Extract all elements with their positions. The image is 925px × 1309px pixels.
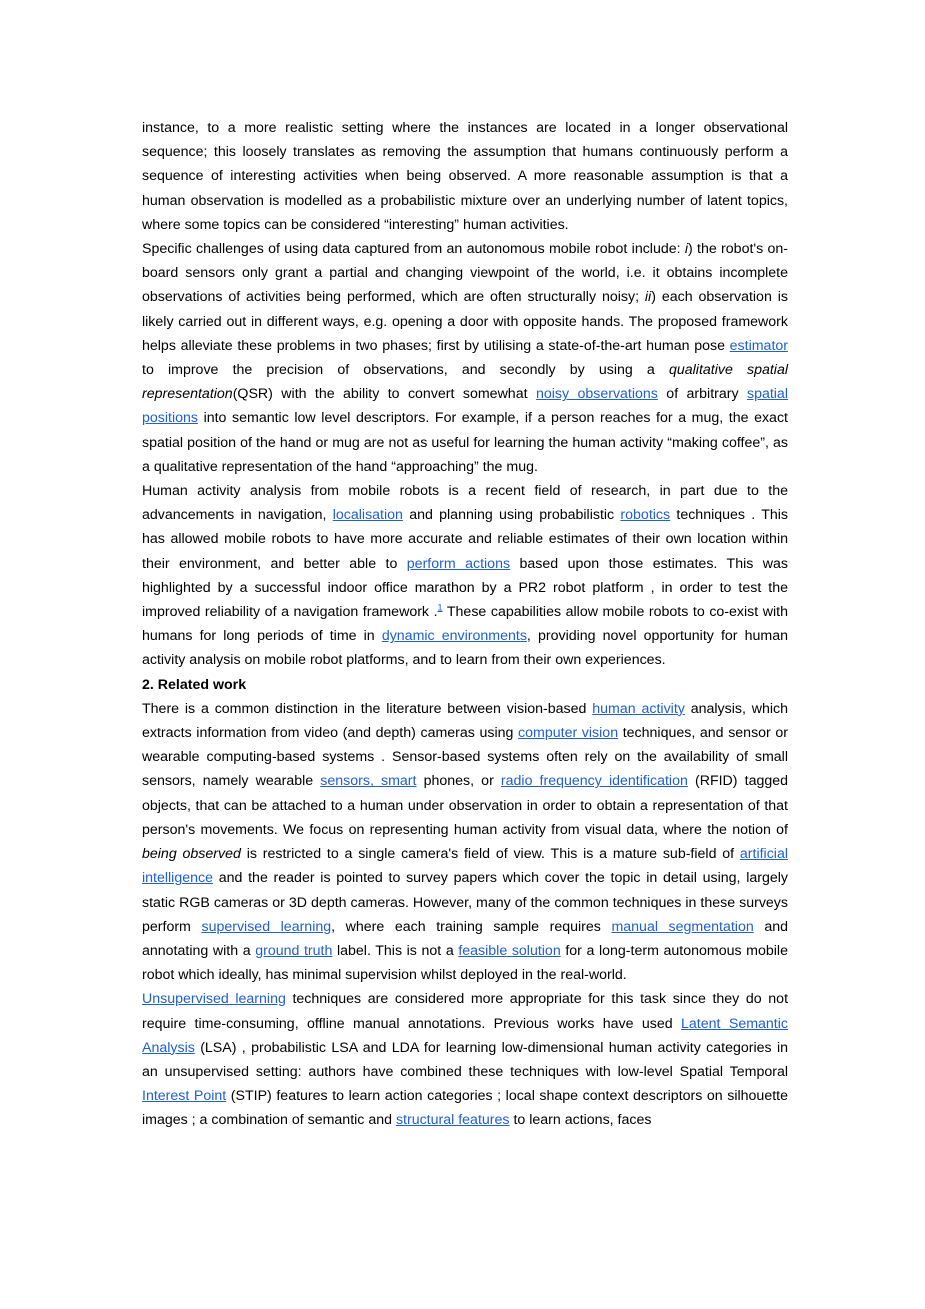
inline-link[interactable]: Unsupervised learning [142, 991, 286, 1008]
text-run: , providing novel opportunity for human activity analysis on mobile robot platforms, and to learn from their own experiences. [142, 628, 789, 669]
text-run: for a long-term autonomous mobile robot which ideally, has minimal supervision whilst deployed in the real-world. [142, 942, 788, 984]
inline-link[interactable]: radio frequency identification [500, 773, 688, 790]
paragraph-intro-continued: instance, to a more realistic setting where the instances are located in a longer observational sequence; this loosely translates as removing the assumption that humans continuously perform a sequence of interesting activities when being observed. A more reasonable assumption is that a human observation is modelled as a probabilistic mixture over an underlying number of latent topics, where some topics can be considered “interesting” human activities. [142, 120, 788, 233]
text-run: of arbitrary [657, 386, 747, 403]
italic-text: ii [644, 289, 652, 306]
italic-text: i [684, 241, 689, 258]
inline-link[interactable]: sensors, smart [320, 773, 417, 790]
inline-link[interactable]: manual segmentation [611, 918, 754, 935]
text-run: is restricted to a single camera's field of view. This is a mature sub-field of [240, 846, 740, 863]
text-run: There is a common distinction in the literature between vision-based [142, 700, 593, 717]
text-run: Specific challenges of using data captured from an autonomous mobile robot include: [142, 241, 685, 258]
text-run: techniques . This has allowed mobile robots to have more accurate and reliable estimates of their own location within their environment, and better able to [142, 507, 789, 572]
italic-text: being observed [142, 846, 241, 863]
article-page [142, 116, 788, 1133]
inline-link[interactable]: estimator [729, 337, 788, 354]
paragraph-unsupervised [142, 987, 788, 1132]
italic-text: qualitative spatial representation [142, 362, 789, 403]
text-run: These capabilities allow mobile robots to co-exist with humans for long periods of time in [142, 604, 788, 645]
paragraph-vision-based [142, 697, 788, 987]
text-run: ) the robot's on-board sensors only grant a partial and changing viewpoint of the world, i.e. it obtains incomplete observations of activities being performed, which are often structurally noisy; [142, 241, 788, 306]
inline-link[interactable]: perform actions [406, 555, 511, 572]
text-run: label. This is not a [332, 942, 459, 959]
paragraph-challenges [142, 237, 788, 479]
text-run: to improve the precision of observations, and secondly by using a [142, 362, 669, 379]
paragraph-mobile-robots [142, 479, 788, 673]
footnote-link[interactable]: 1 [437, 602, 443, 613]
inline-link[interactable]: artificial intelligence [142, 846, 788, 887]
inline-link[interactable]: structural features [395, 1112, 510, 1129]
inline-link[interactable]: Latent Semantic Analysis [142, 1015, 788, 1056]
text-run: , where each training sample requires [331, 918, 612, 935]
text-run: and the reader is pointed to survey papers which cover the topic in detail using, largely static RGB cameras or 3D depth cameras. However, many of the common techniques in these surveys perform [142, 870, 788, 935]
text-run: phones, or [416, 773, 501, 790]
text-run: based upon those estimates. This was highlighted by a successful indoor office marathon by a PR2 robot platform , in order to test the improved reliability of a navigation framework . [142, 555, 788, 621]
section-heading-related-work: 2. Related work [142, 676, 247, 693]
inline-link[interactable]: dynamic environments [381, 628, 527, 645]
text-run: ) each observation is likely carried out in different ways, e.g. opening a door with opposite hands. The proposed framework helps alleviate these problems in two phases; first by utilising a state-of-the-art human pose [142, 289, 788, 354]
text-run: analysis, which extracts information from video (and depth) cameras using [142, 700, 788, 742]
text-run: Human activity analysis from mobile robots is a recent field of research, in part due to the advancements in navigation, [142, 483, 788, 524]
inline-link[interactable]: supervised learning [201, 918, 332, 935]
text-run: and planning using probabilistic [402, 507, 621, 524]
text-run: techniques are considered more appropriate for this task since they do not require time-consuming, offline manual annotations. Previous works have used [142, 991, 789, 1032]
text-run: (STIP) features to learn action categories ; local shape context descriptors on silhouette images ; a combination of semantic and [142, 1088, 788, 1129]
text-run: techniques, and sensor or wearable computing-based systems . Sensor-based systems often rely on the availability of small sensors, namely wearable [142, 725, 789, 790]
inline-link[interactable]: robotics [620, 507, 671, 524]
inline-link[interactable]: Interest Point [142, 1088, 227, 1105]
text-run: (RFID) tagged objects, that can be attached to a human under observation in order to obtain a representation of that person's movements. We focus on representing human activity from visual data, where the notion of [142, 773, 789, 838]
text-run: into semantic low level descriptors. For example, if a person reaches for a mug, the exact spatial position of the hand or mug are not as useful for learning the human activity “making coffee”, as a qualitative representation of the hand “approaching” the mug. [142, 410, 788, 475]
inline-link[interactable]: localisation [332, 507, 403, 524]
inline-link[interactable]: computer vision [518, 725, 619, 742]
text-run: to learn actions, faces [509, 1112, 652, 1129]
inline-link[interactable]: feasible solution [458, 942, 561, 959]
text-run: (QSR) with the ability to convert somewhat [232, 386, 536, 403]
inline-link[interactable]: noisy observations [535, 386, 658, 403]
inline-link[interactable]: spatial positions [142, 386, 788, 427]
text-run: and annotating with a [142, 918, 788, 959]
text-run: (LSA) , probabilistic LSA and LDA for learning low-dimensional human activity categories in an unsupervised setting: authors have combined these techniques with low-level Spatial Temporal [142, 1039, 788, 1080]
inline-link[interactable]: ground truth [255, 942, 333, 959]
inline-link[interactable]: human activity [592, 700, 685, 717]
